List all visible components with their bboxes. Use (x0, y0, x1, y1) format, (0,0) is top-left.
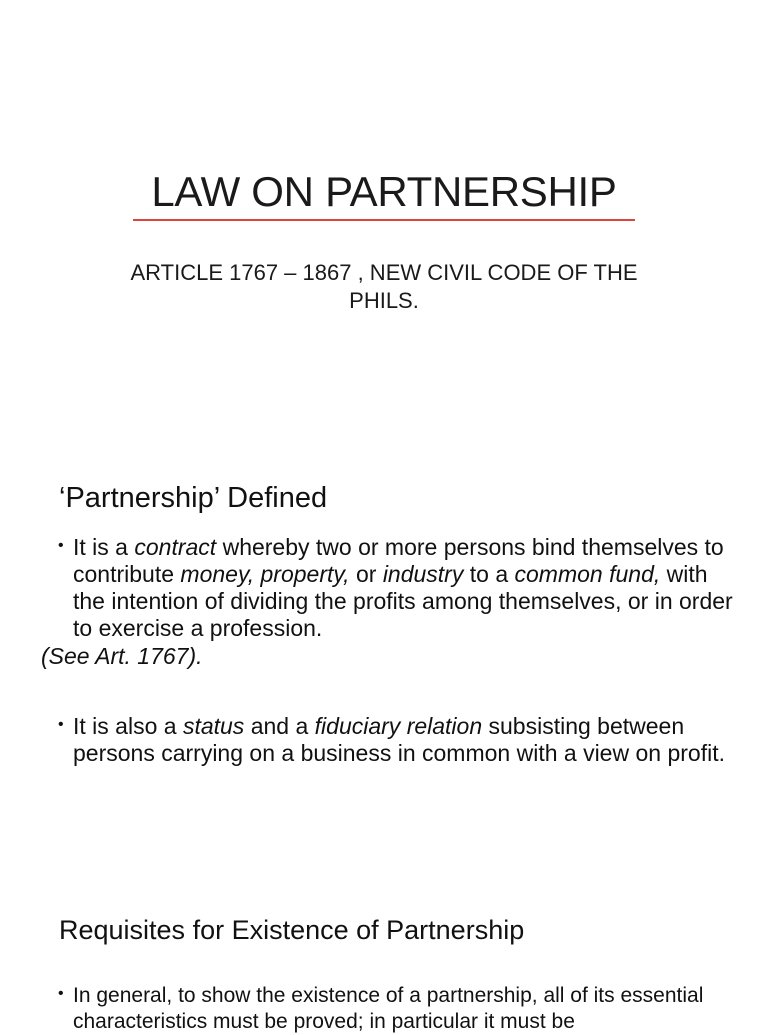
italic-term: contract (134, 534, 217, 560)
italic-term: industry (382, 561, 464, 587)
bullet-marker: • (58, 985, 64, 1002)
requisites-paragraph: In general, to show the existence of a partnership, all of its essential characteristics must be proved; in particular it must be (73, 984, 704, 1033)
italic-term: money, property, (180, 561, 350, 587)
text-run: to a (463, 561, 515, 587)
bullet-marker: • (58, 537, 64, 554)
article-reference: (See Art. 1767). (41, 643, 203, 669)
status-paragraph (73, 713, 733, 767)
text-run: and a (244, 713, 315, 739)
text-run: whereby two or more persons bind themselves to contribute (73, 534, 724, 587)
section-heading-definition: ‘Partnership’ Defined (59, 482, 328, 514)
text-run: with the intention of dividing the profits among themselves, or in order to exercise a profession. (73, 561, 733, 641)
page-title: LAW ON PARTNERSHIP (151, 168, 617, 215)
text-run: or (349, 561, 383, 587)
title-underline (133, 219, 635, 221)
page-subtitle: ARTICLE 1767 – 1867 , NEW CIVIL CODE OF THE PHILS. (130, 260, 638, 313)
italic-term: status (182, 713, 245, 739)
section-heading-requisites: Requisites for Existence of Partnership (59, 915, 525, 945)
italic-term: fiduciary relation (314, 713, 483, 739)
italic-term: common fund, (514, 561, 661, 587)
bullet-marker: • (58, 716, 64, 733)
text-run: It is also a (73, 713, 183, 739)
definition-paragraph (73, 534, 733, 642)
text-run: subsisting between persons carrying on a business in common with a view on profit. (73, 713, 725, 766)
text-run: It is a (73, 534, 135, 560)
